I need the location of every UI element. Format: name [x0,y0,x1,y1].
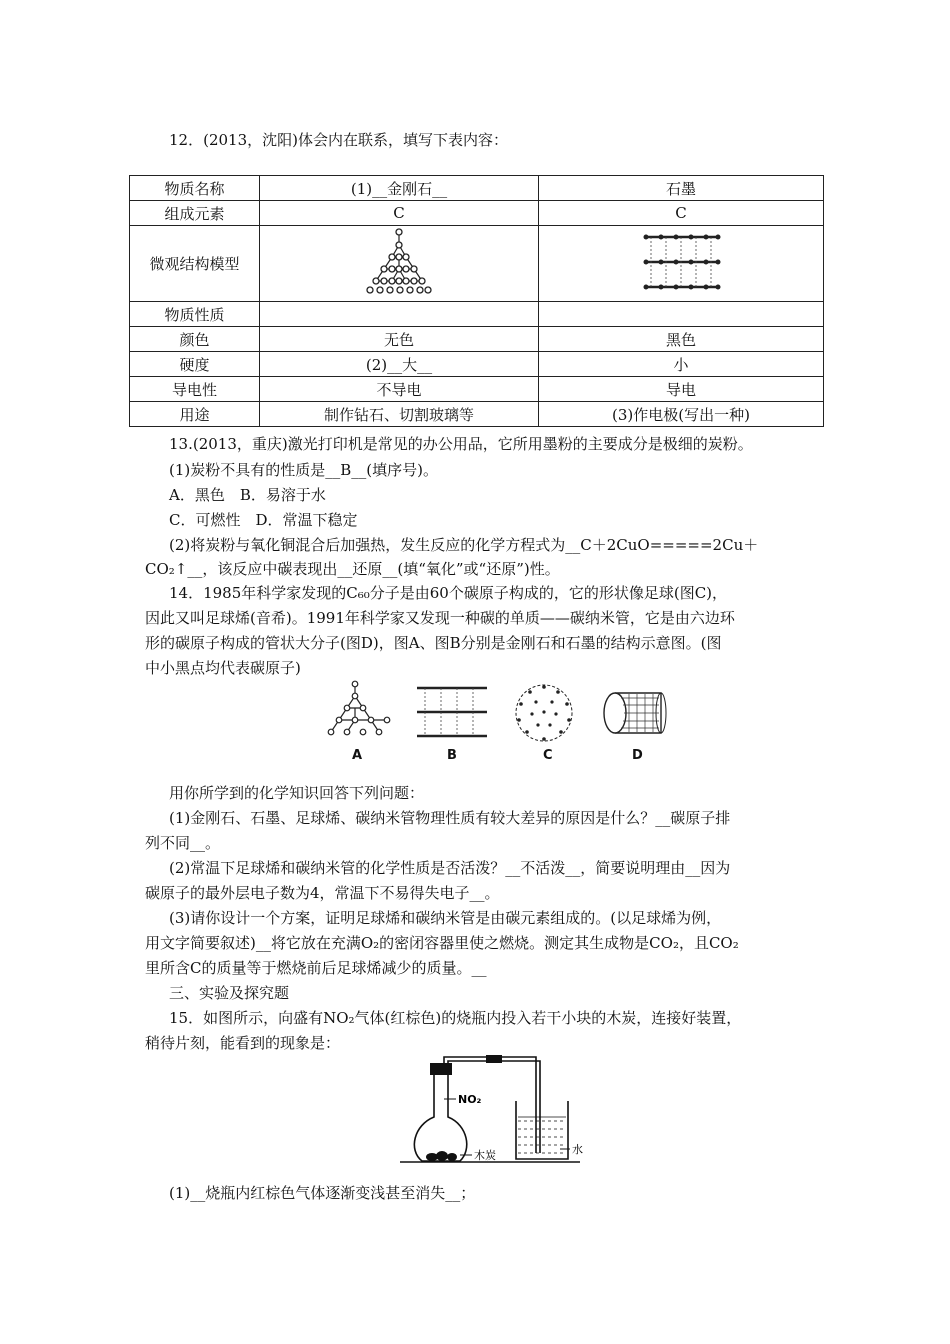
row-label: 用途 [130,402,260,427]
q14-line1: 14．1985年科学家发现的C₆₀分子是由60个碳原子构成的，它的形状像足球(图C)， [169,584,728,602]
q13-part2-line1: (2)将炭粉与氧化铜混合后加强热，发生反应的化学方程式为__C＋2CuO=====2Cu＋ [169,536,759,554]
graphite-cell: (3)作电极(写出一种) [539,402,824,427]
diamond-structure-image [354,227,444,297]
diamond-cell: (2)__大__ [260,352,539,377]
q13-options-cd: C．可燃性 D．常温下稳定 [169,511,358,529]
figure-a-label: A [352,748,363,763]
q14-ans3-line1: (3)请你设计一个方案，证明足球烯和碳纳米管是由碳元素组成的。(以足球烯为例， [169,909,722,927]
apparatus-diagram [400,1055,590,1167]
q13-part1: (1)炭粉不具有的性质是__B__(填序号)。 [169,461,438,479]
table-row [130,377,824,402]
q14-ans3-line2: 用文字简要叙述)__将它放在充满O₂的密闭容器里使之燃烧。测定其生成物是CO₂，且CO₂ [145,934,739,952]
row-label: 硬度 [130,352,260,377]
diamond-model-cell [260,226,539,302]
figure-c-label: C [543,748,553,763]
q14-ask: 用你所学到的化学知识回答下列问题： [169,784,425,802]
diamond-cell: C [260,201,539,226]
graphite-cell: C [539,201,824,226]
figure-b-label: B [447,748,457,763]
table-row [130,302,824,327]
q14-line2: 因此又叫足球烯(音希)。1991年科学家又发现一种碳的单质——碳纳米管，它是由六边环 [145,609,735,627]
q15-line2: 稍待片刻，能看到的现象是： [145,1034,341,1052]
graphite-cell: 小 [539,352,824,377]
q14-line4: 中小黑点均代表碳原子) [145,659,301,677]
q14-ans1-line2: 列不同__。 [145,834,221,852]
figure-d-label: D [632,748,643,763]
graphite-structure-image [636,227,726,297]
graphite-cell [539,302,824,327]
graphite-cell: 石墨 [539,176,824,201]
q12-intro: 12．(2013，沈阳)体会内在联系，填写下表内容： [169,131,508,149]
diamond-cell: 制作钻石、切割玻璃等 [260,402,539,427]
carbon-properties-table [129,175,824,427]
table-row [130,327,824,352]
q13-intro: 13.(2013，重庆)激光打印机是常见的办公用品，它所用墨粉的主要成分是极细的炭粉。 [169,435,753,453]
table-row [130,402,824,427]
table-row [130,352,824,377]
water-label: 水 [572,1143,583,1156]
q14-ans2-line2: 碳原子的最外层电子数为4，常温下不易得失电子__。 [145,884,500,902]
q14-ans3-line3: 里所含C的质量等于燃烧前后足球烯减少的质量。__ [145,959,487,977]
figure-d-nanotube [601,690,667,736]
diamond-cell: 不导电 [260,377,539,402]
figure-c-fullerene [512,682,576,744]
q13-part2-line2: CO₂↑__，该反应中碳表现出__还原__(填“氧化”或“还原”)性。 [145,560,560,578]
row-label: 导电性 [130,377,260,402]
graphite-cell: 导电 [539,377,824,402]
q15-answer1: (1)__烧瓶内红棕色气体逐渐变浅甚至消失__； [169,1184,476,1202]
figure-a-diamond [325,680,395,742]
figure-b-graphite [413,682,491,742]
diamond-cell: (1)__金刚石__ [260,176,539,201]
section-heading: 三、实验及探究题 [169,984,290,1002]
graphite-model-cell [539,226,824,302]
row-label: 微观结构模型 [130,226,260,302]
row-label: 组成元素 [130,201,260,226]
q14-line3: 形的碳原子构成的管状大分子(图D)，图A、图B分别是金刚石和石墨的结构示意图。(图 [145,634,722,652]
table-row [130,226,824,302]
diamond-cell [260,302,539,327]
charcoal-label: 木炭 [474,1149,496,1162]
graphite-cell: 黑色 [539,327,824,352]
row-label: 颜色 [130,327,260,352]
table-row [130,201,824,226]
q15-line1: 15．如图所示，向盛有NO₂气体(红棕色)的烧瓶内投入若干小块的木炭，连接好装置， [169,1009,742,1027]
q13-options-ab: A．黑色 B．易溶于水 [169,486,326,504]
q14-ans2-line1: (2)常温下足球烯和碳纳米管的化学性质是否活泼？__不活泼__，简要说明理由__因为 [169,859,731,877]
row-label: 物质名称 [130,176,260,201]
diamond-cell: 无色 [260,327,539,352]
row-label: 物质性质 [130,302,260,327]
table-row [130,176,824,201]
q14-ans1-line1: (1)金刚石、石墨、足球烯、碳纳米管物理性质有较大差异的原因是什么？__碳原子排 [169,809,731,827]
no2-label: NO₂ [458,1093,482,1106]
